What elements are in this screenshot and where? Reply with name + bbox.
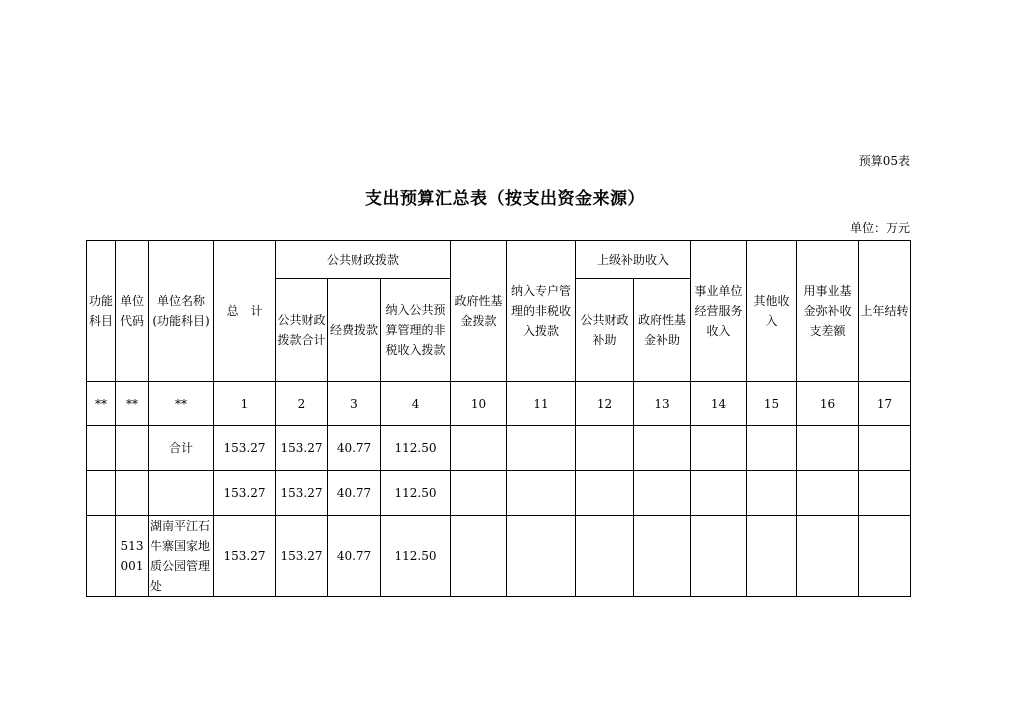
cell-value <box>797 471 859 516</box>
cell-value: 40.77 <box>328 426 381 471</box>
cell-value: 153.27 <box>276 471 328 516</box>
cell-value <box>797 426 859 471</box>
col-nontax-special: 纳入专户管理的非税收入拨款 <box>507 241 576 382</box>
col-other-income: 其他收入 <box>747 241 797 382</box>
index-cell: 3 <box>328 382 381 426</box>
index-cell: 1 <box>214 382 276 426</box>
index-cell: 2 <box>276 382 328 426</box>
unit-label: 单位：万元 <box>849 221 910 235</box>
index-cell: ** <box>87 382 116 426</box>
col-total: 总 计 <box>214 241 276 382</box>
table-row <box>87 426 911 471</box>
cell-value: 153.27 <box>214 516 276 597</box>
table-row <box>87 516 911 597</box>
col-public-fiscal-group: 公共财政拨款 <box>276 241 451 279</box>
col-funding: 经费拨款 <box>328 279 381 382</box>
cell-value <box>576 426 634 471</box>
cell-func-code <box>87 471 116 516</box>
index-cell: ** <box>116 382 149 426</box>
index-cell: 15 <box>747 382 797 426</box>
cell-unit-name <box>149 471 214 516</box>
cell-value <box>451 516 507 597</box>
cell-value: 153.27 <box>276 426 328 471</box>
cell-value <box>451 471 507 516</box>
cell-value <box>634 471 691 516</box>
index-cell: 13 <box>634 382 691 426</box>
cell-value: 40.77 <box>328 516 381 597</box>
cell-func-code <box>87 516 116 597</box>
col-unit-code: 单位代码 <box>116 241 149 382</box>
table-row <box>87 471 911 516</box>
cell-value <box>747 516 797 597</box>
col-gov-fund: 政府性基金拨款 <box>451 241 507 382</box>
col-func-code: 功能科目 <box>87 241 116 382</box>
cell-value <box>859 471 911 516</box>
index-cell: 14 <box>691 382 747 426</box>
cell-value <box>576 516 634 597</box>
cell-value <box>634 426 691 471</box>
cell-value <box>691 471 747 516</box>
index-cell: 17 <box>859 382 911 426</box>
cell-value <box>451 426 507 471</box>
cell-unit-code <box>116 426 149 471</box>
index-cell: 10 <box>451 382 507 426</box>
col-superior-public: 公共财政补助 <box>576 279 634 382</box>
cell-value: 153.27 <box>214 471 276 516</box>
cell-value: 40.77 <box>328 471 381 516</box>
cell-value <box>797 516 859 597</box>
index-row <box>87 382 911 426</box>
index-cell: 16 <box>797 382 859 426</box>
cell-value <box>859 426 911 471</box>
cell-value <box>576 471 634 516</box>
budget-table <box>86 240 911 597</box>
cell-value <box>691 516 747 597</box>
cell-value: 153.27 <box>214 426 276 471</box>
cell-value <box>507 426 576 471</box>
col-superior-gov-fund: 政府性基金补助 <box>634 279 691 382</box>
page-title: 支出预算汇总表（按支出资金来源） <box>365 189 645 209</box>
cell-value <box>507 471 576 516</box>
cell-unit-name: 湖南平江石牛寨国家地质公园管理处 <box>149 516 214 597</box>
cell-func-code <box>87 426 116 471</box>
cell-unit-name: 合计 <box>149 426 214 471</box>
cell-value <box>634 516 691 597</box>
col-nontax-public: 纳入公共预算管理的非税收入拨款 <box>381 279 451 382</box>
col-fund-deficit: 用事业基金弥补收支差额 <box>797 241 859 382</box>
col-carryover: 上年结转 <box>859 241 911 382</box>
cell-value: 112.50 <box>381 426 451 471</box>
cell-unit-code: 513001 <box>116 516 149 597</box>
index-cell: 12 <box>576 382 634 426</box>
index-cell: 11 <box>507 382 576 426</box>
cell-value <box>691 426 747 471</box>
col-public-fiscal-total: 公共财政拨款合计 <box>276 279 328 382</box>
col-unit-name: 单位名称(功能科目) <box>149 241 214 382</box>
cell-value <box>747 471 797 516</box>
cell-value: 112.50 <box>381 516 451 597</box>
col-business-income: 事业单位经营服务收入 <box>691 241 747 382</box>
cell-value: 112.50 <box>381 471 451 516</box>
cell-value <box>859 516 911 597</box>
col-superior-subsidy-group: 上级补助收入 <box>576 241 691 279</box>
index-cell: ** <box>149 382 214 426</box>
header-row-1 <box>87 241 911 279</box>
index-cell: 4 <box>381 382 451 426</box>
cell-unit-code <box>116 471 149 516</box>
cell-value: 153.27 <box>276 516 328 597</box>
cell-value <box>747 426 797 471</box>
form-number: 预算05表 <box>858 154 910 168</box>
cell-value <box>507 516 576 597</box>
